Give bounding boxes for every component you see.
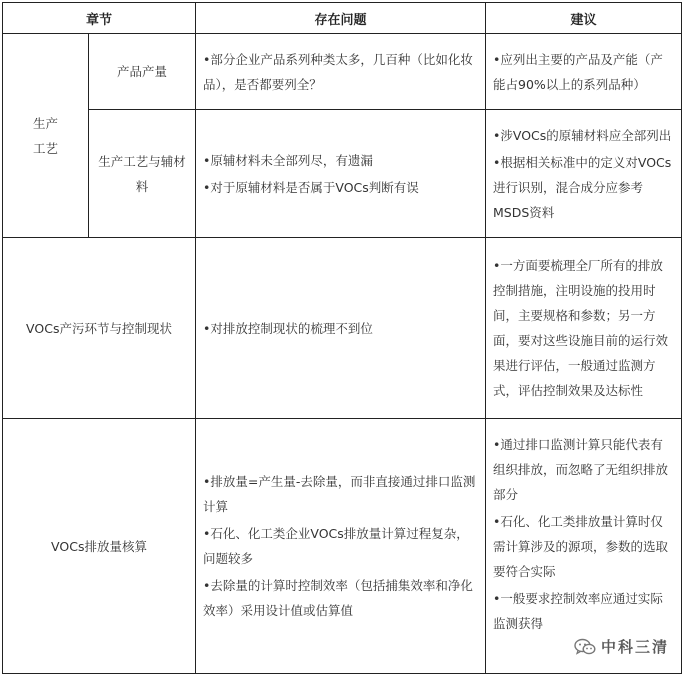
- wechat-icon: [574, 638, 596, 656]
- table-row-pollution-control: [3, 238, 682, 419]
- pollution-control-problems: [196, 238, 486, 419]
- pollution-control-suggestions: [486, 238, 682, 419]
- table-row-process-materials: [3, 110, 682, 238]
- suggestion-item: •一般要求控制效率应通过实际监测获得: [493, 591, 663, 631]
- problem-item: •对排放控制现状的梳理不到位: [203, 320, 373, 336]
- table-row-product-output: [3, 34, 682, 110]
- watermark-text: 中科三清: [600, 638, 669, 656]
- suggestion-item: •通过排口监测计算只能代表有组织排放，而忽略了无组织排放部分: [493, 437, 669, 502]
- process-materials-label: 生产工艺与辅材料: [89, 110, 196, 238]
- problem-item: •去除量的计算时控制效率（包括捕集效率和净化效率）采用设计值或估算值: [203, 578, 473, 618]
- suggestion-item: •一方面要梳理全厂所有的排放控制措施，注明设施的投用时间，主要规格和参数；另一方面，要对这些设施目前的运行效果进行评估，一般通过监测方式，评估控制效果及达标性: [493, 258, 669, 398]
- emission-accounting-problems: [196, 419, 486, 674]
- issues-table: [2, 2, 682, 674]
- suggestion-item: •石化、化工类排放量计算时仅需计算涉及的源项，参数的选取要符合实际: [493, 514, 669, 579]
- product-output-problems: [196, 34, 486, 110]
- problem-item: •排放量=产生量-去除量，而非直接通过排口监测计算: [203, 474, 476, 514]
- production-process-label: 生产 工艺: [3, 34, 89, 238]
- problem-item: •部分企业产品系列种类太多，几百种（比如化妆品），是否都要列全？: [203, 51, 473, 92]
- suggestion-item: •应列出主要的产品及产能（产能占90%以上的系列品种）: [493, 51, 663, 92]
- process-materials-problems: [196, 110, 486, 238]
- process-materials-suggestions: [486, 110, 682, 238]
- suggestion-item: •根据相关标准中的定义对VOCs进行识别，混合成分应参考MSDS资料: [493, 154, 672, 220]
- header-chapter: 章节: [3, 3, 196, 34]
- problem-item: •原辅材料未全部列尽，有遗漏: [203, 152, 373, 168]
- suggestion-item: •涉VOCs的原辅材料应全部列出: [493, 127, 672, 143]
- header-problems: 存在问题: [196, 3, 486, 34]
- table-header-row: [3, 3, 682, 34]
- problem-item: •石化、化工类企业VOCs排放量计算过程复杂，问题较多: [203, 526, 469, 566]
- header-suggestions: 建议: [486, 3, 682, 34]
- problem-item: •对于原辅材料是否属于VOCs判断有误: [203, 179, 419, 195]
- emission-accounting-label: VOCs排放量核算: [3, 419, 196, 674]
- watermark: [574, 636, 669, 657]
- product-output-label: 产品产量: [89, 34, 196, 110]
- pollution-control-label: VOCs产污环节与控制现状: [3, 238, 196, 419]
- product-output-suggestions: [486, 34, 682, 110]
